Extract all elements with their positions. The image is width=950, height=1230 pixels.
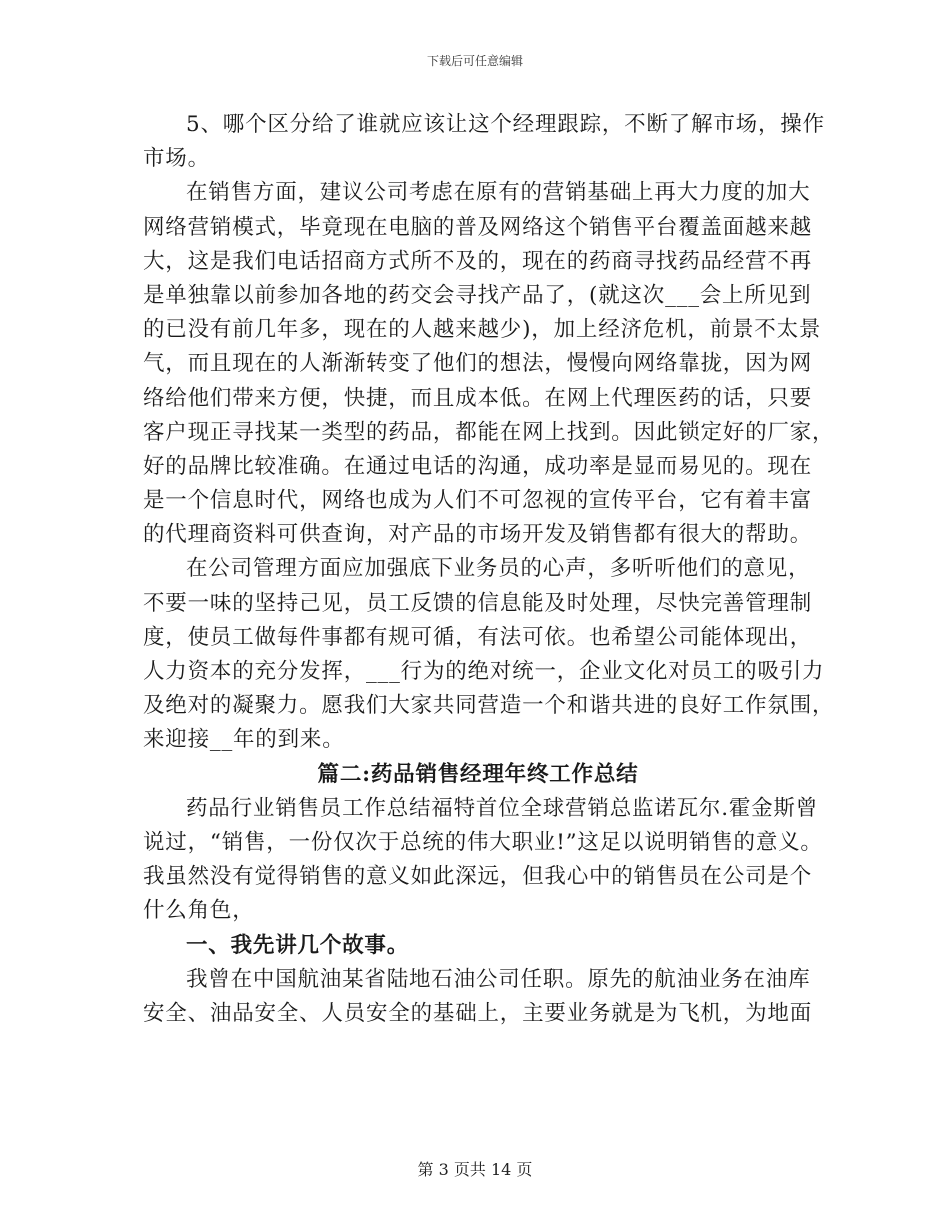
- text-line: 大，这是我们电话招商方式所不及的，现在的药商寻找药品经营不再: [143, 248, 813, 274]
- text-line: 网络营销模式，毕竟现在电脑的普及网络这个销售平台覆盖面越来越: [143, 214, 813, 240]
- page-footer: 第 3 页共 14 页: [417, 1160, 533, 1179]
- text-line: 好的品牌比较准确。在通过电话的沟通，成功率是显而易见的。现在: [143, 453, 813, 479]
- document-body: [143, 108, 835, 1031]
- text-line: 我曾在中国航油某省陆地石油公司任职。原先的航油业务在油库: [186, 966, 811, 992]
- text-line: 来迎接__年的到来。: [143, 727, 345, 753]
- text-line: 客户现正寻找某一类型的药品，都能在网上找到。因此锁定好的厂家，: [143, 419, 835, 445]
- text-line: 度，使员工做每件事都有规可循，有法可依。也希望公司能体现出，: [143, 624, 813, 650]
- text-line: 不要一味的坚持己见，员工反馈的信息能及时处理，尽快完善管理制: [143, 590, 813, 616]
- text-line: 我虽然没有觉得销售的意义如此深远，但我心中的销售员在公司是个: [143, 864, 813, 890]
- text-line: 药品行业销售员工作总结福特首位全球营销总监诺瓦尔.霍金斯曾: [186, 795, 819, 821]
- text-line: 说过，“销售，一份仅次于总统的伟大职业!”这足以说明销售的意义。: [143, 829, 823, 855]
- text-line: 在公司管理方面应加强底下业务员的心声，多听听他们的意见，: [186, 556, 811, 582]
- text-line: 5、哪个区分给了谁就应该让这个经理跟踪，不断了解市场，操作: [186, 112, 825, 137]
- text-line: 市场。: [143, 146, 210, 172]
- subsection-heading: 一、我先讲几个故事。: [186, 932, 410, 958]
- text-line: 及绝对的凝聚力。愿我们大家共同营造一个和谐共进的良好工作氛围，: [143, 693, 835, 719]
- text-line: 的已没有前几年多，现在的人越来越少)，加上经济危机，前景不太景: [143, 317, 822, 343]
- text-line: 是一个信息时代，网络也成为人们不可忽视的宣传平台，它有着丰富: [143, 488, 813, 514]
- text-line: 的代理商资料可供查询，对产品的市场开发及销售都有很大的帮助。: [143, 522, 813, 548]
- page-header: 下载后可任意编辑: [426, 54, 523, 68]
- text-line: 气，而且现在的人渐渐转变了他们的想法，慢慢向网络靠拢，因为网: [143, 351, 813, 377]
- text-line: 在销售方面，建议公司考虑在原有的营销基础上再大力度的加大: [186, 180, 811, 206]
- section-heading: 篇二:药品销售经理年终工作总结: [317, 761, 639, 787]
- text-line: 人力资本的充分发挥，___行为的绝对统一，企业文化对员工的吸引力: [143, 659, 825, 684]
- text-line: 是单独靠以前参加各地的药交会寻找产品了，(就这次___会上所见到: [143, 282, 812, 308]
- text-line: 络给他们带来方便，快捷，而且成本低。在网上代理医药的话，只要: [143, 385, 813, 411]
- text-line: 什么角色，: [143, 898, 255, 924]
- text-line: 安全、油品安全、人员安全的基础上，主要业务就是为飞机，为地面: [143, 1000, 813, 1026]
